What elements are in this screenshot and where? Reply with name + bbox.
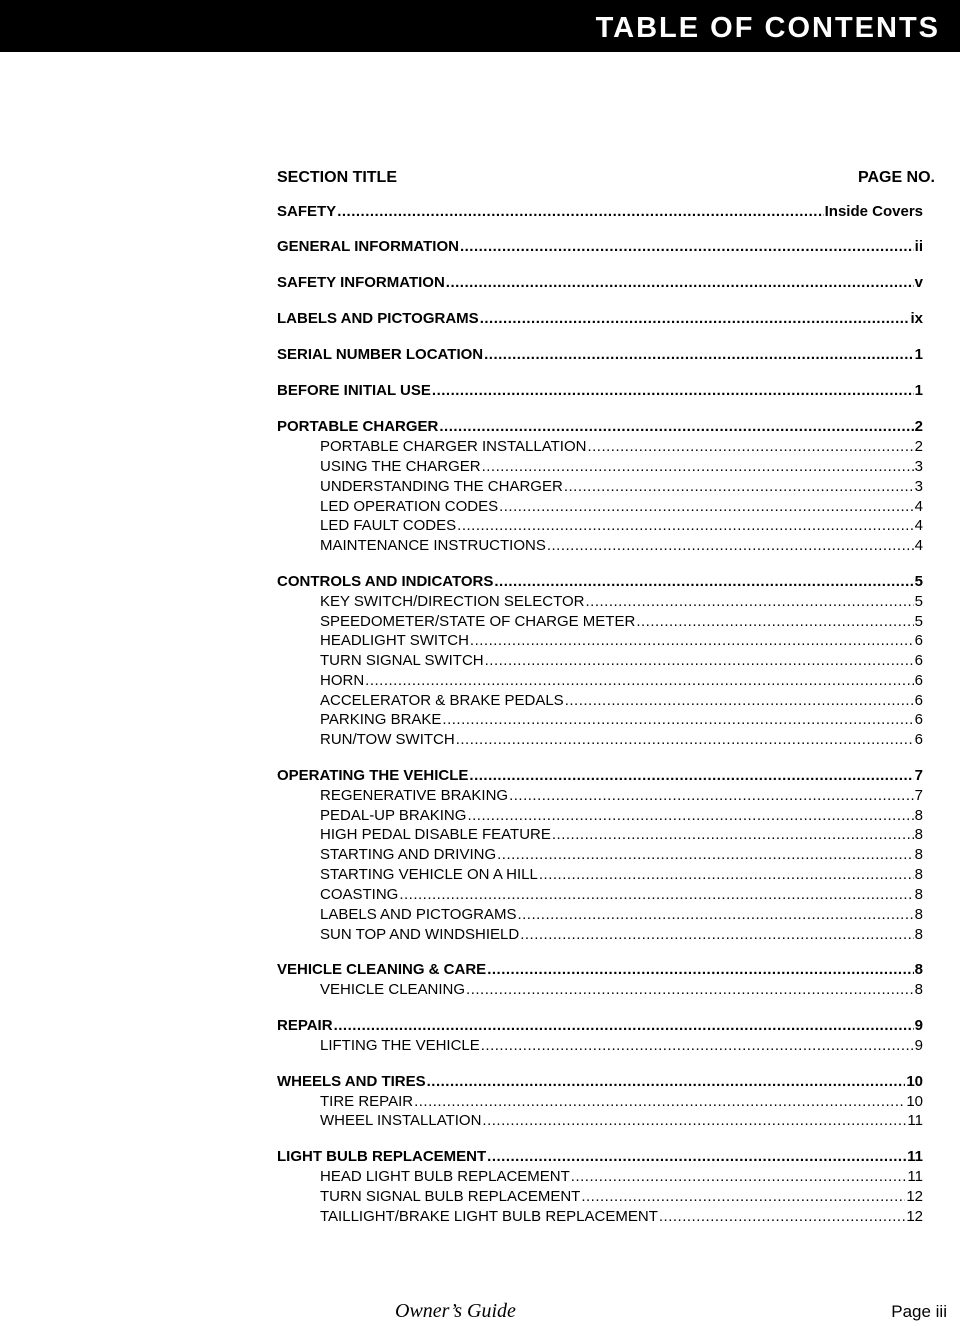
leader-dots xyxy=(499,497,914,517)
toc-entry-page: 4 xyxy=(914,498,923,515)
toc-subentry[interactable] xyxy=(320,651,923,671)
toc-entry-title: TURN SIGNAL BULB REPLACEMENT xyxy=(320,1188,581,1205)
toc-entry-page: 9 xyxy=(914,1037,923,1054)
leader-dots xyxy=(439,416,913,438)
toc-subentry[interactable] xyxy=(320,477,923,497)
leader-dots xyxy=(547,536,914,556)
toc-entry-page: 11 xyxy=(907,1168,923,1185)
toc-entry-page: 7 xyxy=(914,787,923,804)
leader-dots xyxy=(552,825,914,845)
toc-subentry[interactable] xyxy=(320,691,923,711)
toc-entry-controls-and-indicators[interactable] xyxy=(277,571,923,593)
toc-subentry[interactable] xyxy=(320,710,923,730)
toc-subentry[interactable] xyxy=(320,1207,923,1227)
footer-page-number: Page iii xyxy=(891,1302,947,1321)
toc-entry-title: TAILLIGHT/BRAKE LIGHT BULB REPLACEMENT xyxy=(320,1208,658,1225)
leader-dots xyxy=(497,845,914,865)
toc-entry-title: OPERATING THE VEHICLE xyxy=(277,767,469,784)
leader-dots xyxy=(581,1187,905,1207)
toc-subentry[interactable] xyxy=(320,1167,923,1187)
toc-entry-page: 6 xyxy=(914,692,923,709)
toc-subentry[interactable] xyxy=(320,730,923,750)
toc-entry-title: VEHICLE CLEANING & CARE xyxy=(277,961,487,978)
toc-entry-title: KEY SWITCH/DIRECTION SELECTOR xyxy=(320,593,585,610)
toc-entry-page: 3 xyxy=(914,478,923,495)
toc-entry-title: REPAIR xyxy=(277,1017,333,1034)
toc-entry-title: SUN TOP AND WINDSHIELD xyxy=(320,926,520,943)
toc-entry-page: 8 xyxy=(914,846,923,863)
toc-entry-page: 8 xyxy=(914,866,923,883)
toc-entry-page: 6 xyxy=(914,731,923,748)
toc-entry-page: 11 xyxy=(907,1148,923,1165)
toc-subentry[interactable] xyxy=(320,786,923,806)
toc-entry-safety[interactable] xyxy=(277,201,923,223)
leader-dots xyxy=(446,272,914,294)
toc-subentry[interactable] xyxy=(320,1092,923,1112)
leader-dots xyxy=(586,592,914,612)
toc-subentry[interactable] xyxy=(320,905,923,925)
leader-dots xyxy=(457,516,914,536)
footer-guide-title: Owner’s Guide xyxy=(395,1300,516,1322)
toc-entry-title: LED FAULT CODES xyxy=(320,517,457,534)
toc-entry-page: 6 xyxy=(914,672,923,689)
toc-entry-serial-number-location[interactable] xyxy=(277,344,923,366)
toc-entry-title: SAFETY INFORMATION xyxy=(277,274,445,291)
leader-dots xyxy=(539,865,914,885)
toc-entry-title: ACCELERATOR & BRAKE PEDALS xyxy=(320,692,564,709)
toc-entry-page: 8 xyxy=(914,906,923,923)
leader-dots xyxy=(466,980,914,1000)
toc-entry-page: 10 xyxy=(906,1093,923,1110)
toc-entry-title: LABELS AND PICTOGRAMS xyxy=(277,310,479,327)
leader-dots xyxy=(517,905,913,925)
toc-subentry[interactable] xyxy=(320,612,923,632)
toc-entry-page: v xyxy=(914,274,923,291)
toc-entry-general-information[interactable] xyxy=(277,236,923,258)
toc-entry-title: STARTING VEHICLE ON A HILL xyxy=(320,866,538,883)
toc-entry-portable-charger[interactable] xyxy=(277,416,923,438)
toc-entry-title: PEDAL-UP BRAKING xyxy=(320,807,467,824)
toc-entry-title: MAINTENANCE INSTRUCTIONS xyxy=(320,537,546,554)
toc-entry-page: 8 xyxy=(914,886,923,903)
toc-subentry[interactable] xyxy=(320,516,923,536)
toc-subentry[interactable] xyxy=(320,631,923,651)
leader-dots xyxy=(432,380,914,402)
leader-dots xyxy=(481,1036,914,1056)
toc-entry-page: ix xyxy=(910,310,923,327)
toc-subentry[interactable] xyxy=(320,806,923,826)
toc-entry-title: HORN xyxy=(320,672,365,689)
toc-subentry[interactable] xyxy=(320,457,923,477)
toc-entry-title: RUN/TOW SWITCH xyxy=(320,731,455,748)
leader-dots xyxy=(494,571,913,593)
toc-subentry[interactable] xyxy=(320,1111,923,1131)
toc-entry-page: 8 xyxy=(914,961,923,978)
toc-entry-title: HIGH PEDAL DISABLE FEATURE xyxy=(320,826,551,843)
page-no-header: PAGE NO. xyxy=(857,169,935,186)
toc-entry-title: LED OPERATION CODES xyxy=(320,498,499,515)
toc-entry-page: 9 xyxy=(914,1017,923,1034)
toc-entry-page: 8 xyxy=(914,826,923,843)
leader-dots xyxy=(484,344,914,366)
toc-subentry[interactable] xyxy=(320,845,923,865)
toc-subentry[interactable] xyxy=(320,865,923,885)
leader-dots xyxy=(365,671,913,691)
toc-entry-page: 8 xyxy=(914,981,923,998)
toc-entry-repair[interactable] xyxy=(277,1015,923,1037)
leader-dots xyxy=(636,612,913,632)
toc-entry-page: 12 xyxy=(906,1188,923,1205)
leader-dots xyxy=(482,457,914,477)
leader-dots xyxy=(520,925,913,945)
toc-entry-page: 6 xyxy=(914,632,923,649)
toc-entry-page: 8 xyxy=(914,926,923,943)
leader-dots xyxy=(659,1207,905,1227)
toc-entry-page: 2 xyxy=(914,438,923,455)
page-title: TABLE OF CONTENTS xyxy=(595,12,940,44)
leader-dots xyxy=(427,1071,906,1093)
toc-subentry[interactable] xyxy=(320,437,923,457)
toc-entry-page: 1 xyxy=(914,382,923,399)
leader-dots xyxy=(487,959,913,981)
leader-dots xyxy=(456,730,914,750)
toc-entry-title: PORTABLE CHARGER INSTALLATION xyxy=(320,438,587,455)
toc-entry-page: 4 xyxy=(914,537,923,554)
toc-subentry[interactable] xyxy=(320,1036,923,1056)
toc-entry-page: 2 xyxy=(914,418,923,435)
toc-entry-title: STARTING AND DRIVING xyxy=(320,846,497,863)
toc-entry-title: UNDERSTANDING THE CHARGER xyxy=(320,478,563,495)
toc-entry-before-initial-use[interactable] xyxy=(277,380,923,402)
toc-entry-title: VEHICLE CLEANING xyxy=(320,981,466,998)
toc-entry-light-bulb-replacement[interactable] xyxy=(277,1146,923,1168)
toc-entry-page: 6 xyxy=(914,652,923,669)
leader-dots xyxy=(480,308,910,330)
toc-entry-title: LABELS AND PICTOGRAMS xyxy=(320,906,517,923)
toc-entry-title: LIGHT BULB REPLACEMENT xyxy=(277,1148,487,1165)
toc-entry-title: TIRE REPAIR xyxy=(320,1093,414,1110)
toc-entry-page: 3 xyxy=(914,458,923,475)
toc-entry-title: COASTING xyxy=(320,886,399,903)
leader-dots xyxy=(571,1167,907,1187)
toc-entry-page: 6 xyxy=(914,711,923,728)
toc-entry-page: 11 xyxy=(907,1112,923,1129)
toc-entry-title: PARKING BRAKE xyxy=(320,711,442,728)
leader-dots xyxy=(509,786,914,806)
toc-entry-title: CONTROLS AND INDICATORS xyxy=(277,573,494,590)
toc-entry-page: 7 xyxy=(914,767,923,784)
toc-entry-labels-and-pictograms[interactable] xyxy=(277,308,923,330)
leader-dots xyxy=(467,806,913,826)
toc-subentry[interactable] xyxy=(320,592,923,612)
leader-dots xyxy=(399,885,913,905)
toc-entry-title: SPEEDOMETER/STATE OF CHARGE METER xyxy=(320,613,636,630)
header-bar xyxy=(0,0,960,52)
toc-entry-title: WHEELS AND TIRES xyxy=(277,1073,426,1090)
toc-entry-safety-information[interactable] xyxy=(277,272,923,294)
toc-subentry[interactable] xyxy=(320,825,923,845)
toc-entry-title: PORTABLE CHARGER xyxy=(277,418,439,435)
leader-dots xyxy=(564,477,914,497)
toc-entry-title: USING THE CHARGER xyxy=(320,458,481,475)
toc-entry-title: TURN SIGNAL SWITCH xyxy=(320,652,484,669)
leader-dots xyxy=(482,1111,906,1131)
toc-entry-page: ii xyxy=(914,238,923,255)
toc-entry-title: HEADLIGHT SWITCH xyxy=(320,632,469,649)
leader-dots xyxy=(414,1092,905,1112)
toc-subentry[interactable] xyxy=(320,980,923,1000)
toc-entry-title: HEAD LIGHT BULB REPLACEMENT xyxy=(320,1168,570,1185)
leader-dots xyxy=(470,631,914,651)
toc-entry-title: WHEEL INSTALLATION xyxy=(320,1112,482,1129)
toc-entry-page: 5 xyxy=(914,613,923,630)
toc-entry-title: BEFORE INITIAL USE xyxy=(277,382,431,399)
leader-dots xyxy=(334,1015,914,1037)
toc-column-headers xyxy=(277,166,935,190)
leader-dots xyxy=(587,437,913,457)
toc-entry-title: LIFTING THE VEHICLE xyxy=(320,1037,480,1054)
toc-subentry[interactable] xyxy=(320,497,923,517)
toc-entry-page: Inside Covers xyxy=(824,203,923,220)
toc-entry-page: 8 xyxy=(914,807,923,824)
toc-subentry[interactable] xyxy=(320,925,923,945)
toc-entry-title: REGENERATIVE BRAKING xyxy=(320,787,509,804)
section-title-header: SECTION TITLE xyxy=(277,169,397,186)
toc-entry-title: SAFETY xyxy=(277,203,337,220)
toc-entry-page: 12 xyxy=(906,1208,923,1225)
toc-subentry[interactable] xyxy=(320,671,923,691)
toc-entry-page: 5 xyxy=(914,573,923,590)
toc-entry-page: 4 xyxy=(914,517,923,534)
toc-subentry[interactable] xyxy=(320,536,923,556)
toc-entry-page: 10 xyxy=(906,1073,923,1090)
leader-dots xyxy=(460,236,914,258)
toc-subentry[interactable] xyxy=(320,885,923,905)
toc-entry-page: 1 xyxy=(914,346,923,363)
leader-dots xyxy=(487,1146,906,1168)
toc-entry-page: 5 xyxy=(914,593,923,610)
leader-dots xyxy=(337,201,823,223)
toc-entry-wheels-and-tires[interactable] xyxy=(277,1071,923,1093)
toc-entry-title: GENERAL INFORMATION xyxy=(277,238,459,255)
leader-dots xyxy=(469,765,913,787)
toc-entry-operating-the-vehicle[interactable] xyxy=(277,765,923,787)
toc-subentry[interactable] xyxy=(320,1187,923,1207)
toc-entry-vehicle-cleaning-and-care[interactable] xyxy=(277,959,923,981)
leader-dots xyxy=(565,691,914,711)
leader-dots xyxy=(442,710,913,730)
leader-dots xyxy=(485,651,914,671)
toc-entry-title: SERIAL NUMBER LOCATION xyxy=(277,346,484,363)
